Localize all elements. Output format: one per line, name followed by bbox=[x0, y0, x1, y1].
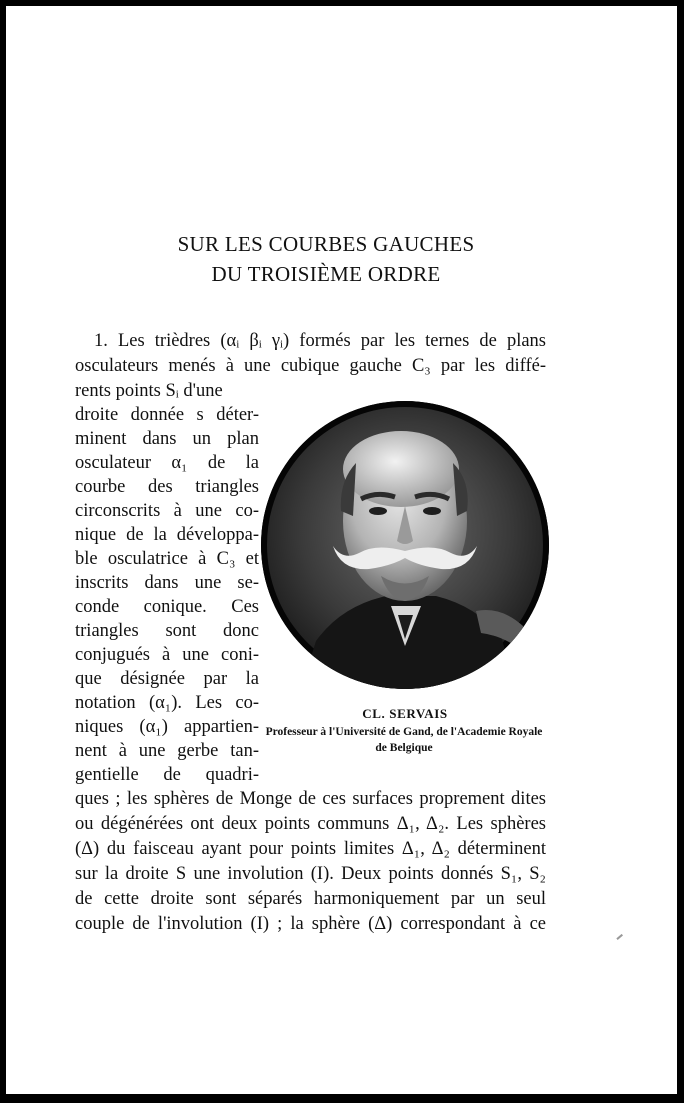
caption-line-1: Professeur à l'Université de Gand, de l'Academie Royale bbox=[265, 726, 543, 738]
paragraph-line: rents points Sᵢ d'une bbox=[75, 381, 223, 401]
caption-line-2: de Belgique bbox=[375, 742, 433, 754]
paragraph-line: que désignée par la bbox=[75, 669, 259, 689]
paragraph-line: droite donnée s déter- bbox=[75, 405, 259, 425]
paragraph-line: conjugués à une coni- bbox=[75, 645, 259, 665]
portrait-photo bbox=[261, 401, 549, 689]
paragraph-line: ques ; les sphères de Monge de ces surfaces proprement dites bbox=[75, 789, 546, 809]
paragraph-line: (Δ) du faisceau ayant pour points limites Δ₁, Δ₂ déterminent bbox=[75, 839, 546, 859]
paragraph-line: niques (α₁) appartien- bbox=[75, 717, 259, 737]
paragraph-line: de cette droite sont séparés harmoniquement par un seul bbox=[75, 889, 546, 909]
paragraph-line: nent à une gerbe tan- bbox=[75, 741, 259, 761]
page bbox=[6, 6, 677, 1094]
paragraph-line: osculateur α₁ de la bbox=[75, 453, 259, 473]
paragraph-line: sur la droite S une involution (I). Deux points donnés S₁, S₂ bbox=[75, 864, 546, 884]
paragraph-line: notation (α₁). Les co- bbox=[75, 693, 259, 713]
title-line-1: SUR LES COURBES GAUCHES bbox=[177, 232, 475, 256]
paragraph-line: ble osculatrice à C₃ et bbox=[75, 549, 259, 569]
paragraph-line: triangles sont donc bbox=[75, 621, 259, 641]
paragraph-line: circonscrits à une co- bbox=[75, 501, 259, 521]
paragraph-line: conde conique. Ces bbox=[75, 597, 259, 617]
paper-speck bbox=[616, 934, 622, 940]
paragraph-line: nique de la développa- bbox=[75, 525, 259, 545]
title-line-2: DU TROISIÈME ORDRE bbox=[211, 262, 441, 286]
paragraph-line: inscrits dans une se- bbox=[75, 573, 259, 593]
paragraph-line: osculateurs menés à une cubique gauche C₃ par les diffé- bbox=[75, 356, 546, 376]
caption-name: CL. SERVAIS bbox=[362, 706, 448, 721]
paragraph-line: 1. Les trièdres (αᵢ βᵢ γᵢ) formés par les ternes de plans bbox=[94, 331, 546, 351]
paragraph-line: gentielle de quadri- bbox=[75, 765, 259, 785]
paragraph-line: ou dégénérées ont deux points communs Δ₁, Δ₂. Les sphères bbox=[75, 814, 546, 834]
paragraph-line: couple de l'involution (I) ; la sphère (Δ) correspondant à ce bbox=[75, 914, 546, 934]
paragraph-line: minent dans un plan bbox=[75, 429, 259, 449]
paragraph-line: courbe des triangles bbox=[75, 477, 259, 497]
